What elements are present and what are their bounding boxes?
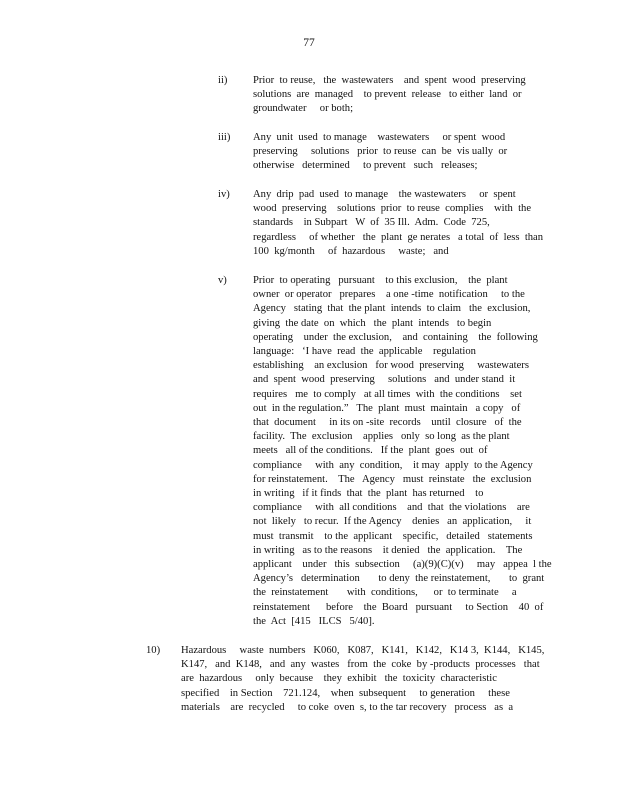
text-line: the reinstatement with conditions, or to terminate a — [253, 587, 517, 599]
text-line: establishing an exclusion for wood preserving wastewaters — [253, 360, 529, 372]
text-line: for reinstatement. The Agency must reinstate the exclusion — [253, 473, 532, 485]
text-line: are hazardous only because they exhibit the toxicity characteristic — [181, 673, 497, 685]
item-text — [181, 644, 544, 715]
item-text — [253, 274, 552, 629]
text-line: in writing as to the reasons it denied the application. The — [253, 544, 523, 556]
text-line: out in the regulation.” The plant must maintain a copy of — [253, 402, 521, 414]
text-line: in writing if it finds that the plant has returned to — [253, 488, 484, 500]
text-line: groundwater or both; — [253, 103, 354, 115]
text-line: materials are recycled to coke oven s, to the tar recovery process as a — [181, 701, 514, 713]
text-line: requires me to comply at all times with the conditions set — [253, 388, 522, 400]
text-line: language: ‘I have read the applicable regulation — [253, 346, 476, 358]
text-line: wood preserving solutions prior to reuse complies with the — [253, 203, 532, 215]
text-line: standards in Subpart W of 35 Ill. Adm. Code 725, — [253, 217, 490, 229]
text-line: otherwise determined to prevent such releases; — [253, 160, 478, 172]
text-line: must transmit to the applicant specific, detailed statements — [253, 530, 533, 542]
text-line: Agency’s determination to deny the reinstatement, to grant — [253, 573, 545, 585]
text-line: Hazardous waste numbers K060, K087, K141, K142, K14 3, K144, K145, — [181, 645, 545, 656]
text-line: compliance with any condition, it may apply to the Agency — [253, 459, 533, 471]
text-line: Any unit used to manage wastewaters or spent wood — [253, 132, 506, 143]
item-text — [253, 188, 543, 259]
item-number: v) — [218, 275, 227, 286]
item-number: iv) — [218, 189, 230, 200]
text-line: 100 kg/month of hazardous waste; and — [253, 245, 449, 257]
text-line: applicant under this subsection (a)(9)(C)(v) may appea l the — [253, 559, 552, 571]
item-number: 10) — [146, 645, 161, 656]
text-line: the Act [415 ILCS 5/40]. — [253, 615, 375, 627]
item-number: iii) — [218, 132, 231, 143]
text-line: owner or operator prepares a one -time notification to the — [253, 289, 525, 301]
item-text — [253, 131, 507, 174]
text-line: reinstatement before the Board pursuant to Section 40 of — [253, 601, 544, 613]
text-line: specified in Section 721.124, when subsequent to generation these — [181, 687, 510, 699]
text-line: Prior to operating pursuant to this exclusion, the plant — [253, 275, 508, 286]
text-line: Agency stating that the plant intends to claim the exclusion, — [253, 303, 531, 315]
text-line: giving the date on which the plant intends to begin — [253, 317, 492, 329]
text-line: preserving solutions prior to reuse can be vis ually or — [253, 146, 508, 158]
text-line: operating under the exclusion, and containing the following — [253, 331, 538, 343]
text-line: solutions are managed to prevent release to either land or — [253, 89, 522, 101]
text-line: not likely to recur. If the Agency denies an application, it — [253, 516, 532, 528]
text-line: K147, and K148, and any wastes from the coke by -products processes that — [181, 659, 540, 671]
page-number: 77 — [303, 37, 315, 49]
item-text — [253, 74, 526, 117]
text-line: Prior to reuse, the wastewaters and spent wood preserving — [253, 75, 526, 86]
text-line: Any drip pad used to manage the wastewaters or spent — [253, 189, 516, 200]
text-line: compliance with all conditions and that the violations are — [253, 502, 530, 514]
text-line: that document in its on -site records until closure of the — [253, 417, 522, 429]
text-line: and spent wood preserving solutions and under stand it — [253, 374, 516, 386]
text-line: meets all of the conditions. If the plant goes out of — [253, 445, 488, 457]
item-number: ii) — [218, 75, 228, 86]
text-line: facility. The exclusion applies only so long as the plant — [253, 431, 510, 443]
text-line: regardless of whether the plant ge nerates a total of less than — [253, 231, 544, 243]
